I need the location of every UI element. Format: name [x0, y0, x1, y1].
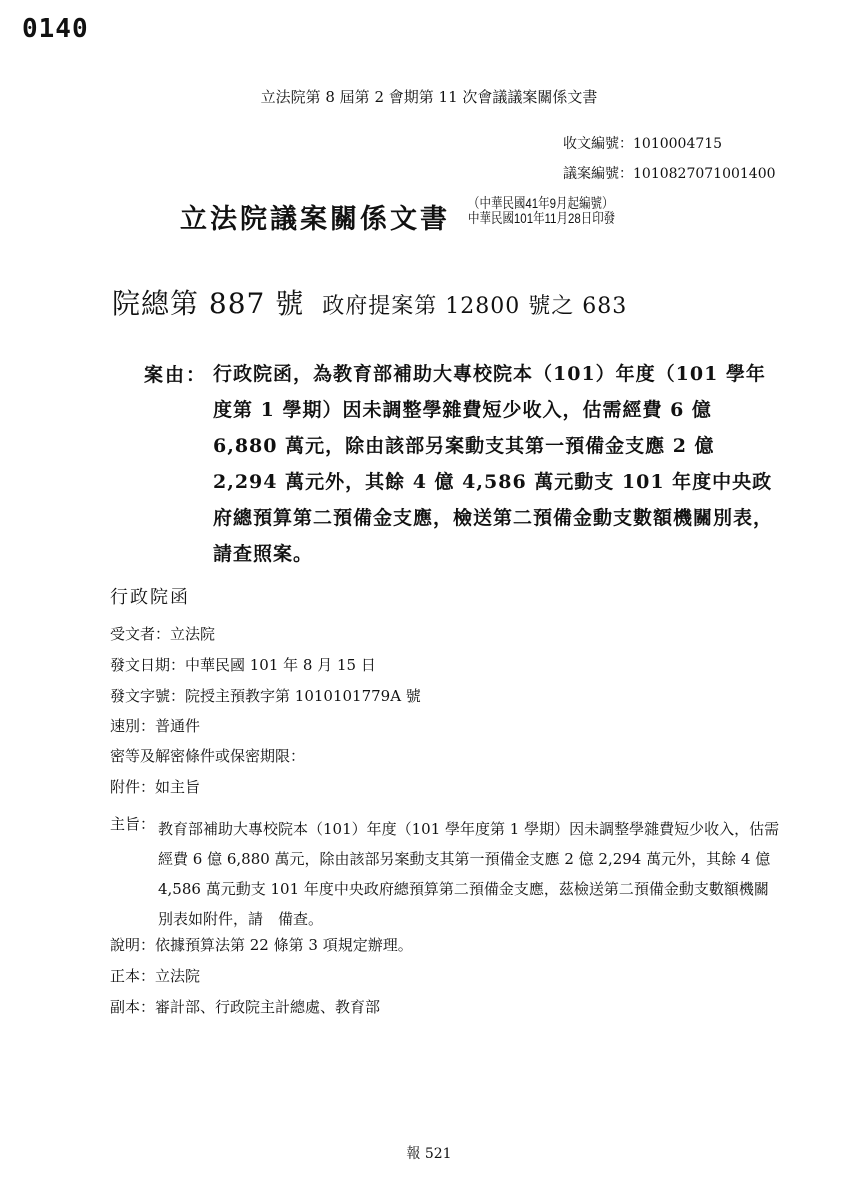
- numbering-note: （中華民國41年9月起編號）: [468, 195, 614, 211]
- case-number-line: [112, 282, 627, 322]
- recipient-field: 受文者：立法院: [110, 625, 216, 643]
- page-footer: 報 521: [406, 1146, 452, 1162]
- reference-number-field: 發文字號：院授主預教字第 1010101779A 號: [110, 687, 421, 705]
- issue-date-field: 發文日期：中華民國 101 年 8 月 15 日: [110, 656, 376, 674]
- session-header: 立法院第 8 屆第 2 會期第 11 次會議議案關係文書: [260, 88, 598, 106]
- page-number-top: 0140: [22, 14, 89, 44]
- bill-number: 議案編號：1010827071001400: [563, 166, 776, 182]
- document-title: 立法院議案關係文書: [180, 204, 450, 235]
- receipt-number: 收文編號：1010004715: [563, 136, 723, 152]
- case-number: 院總第 887 號: [112, 287, 305, 320]
- government-proposal-number: 政府提案第 12800 號之 683: [322, 294, 628, 319]
- attachment-field: 附件：如主旨: [110, 778, 201, 796]
- document-title-note: [468, 196, 615, 226]
- secrecy-field: 密等及解密條件或保密期限：: [110, 747, 306, 765]
- speed-field: 速別：普通件: [110, 717, 201, 735]
- subject-text: 教育部補助大專校院本（101）年度（101 學年度第 1 學期）因未調整學雜費短少收入，估需經費 6 億 6,880 萬元，除由該部另案動支其第一預備金支應 2 億 2,294 萬元外，其餘 4 億 4,586 萬元動支 101 年度中央政府總預算第二預備金支應，茲檢送第二預備金動支數額機關別表如附件，請 備查。: [158, 820, 780, 928]
- reason-label: 案由：: [144, 364, 208, 386]
- reason-text: 行政院函，為教育部補助大專校院本（101）年度（101 學年度第 1 學期）因未調整學雜費短少收入，估需經費 6 億 6,880 萬元，除由該部另案動支其第一預備金支應 2 億 2,294 萬元外，其餘 4 億 4,586 萬元動支 101 年度中央政府總預算第二預備金支應，檢送第二預備金動支數額機關別表，請查照案。: [213, 363, 774, 565]
- original-recipient-field: 正本：立法院: [110, 967, 201, 985]
- print-date: 中華民國101年11月28日印發: [468, 210, 616, 226]
- subject-label: 主旨：: [110, 815, 156, 833]
- copy-recipients-field: 副本：審計部、行政院主計總處、教育部: [110, 998, 381, 1016]
- document-type: 行政院函: [110, 587, 190, 608]
- explanation-field: 說明：依據預算法第 22 條第 3 項規定辦理。: [110, 936, 413, 954]
